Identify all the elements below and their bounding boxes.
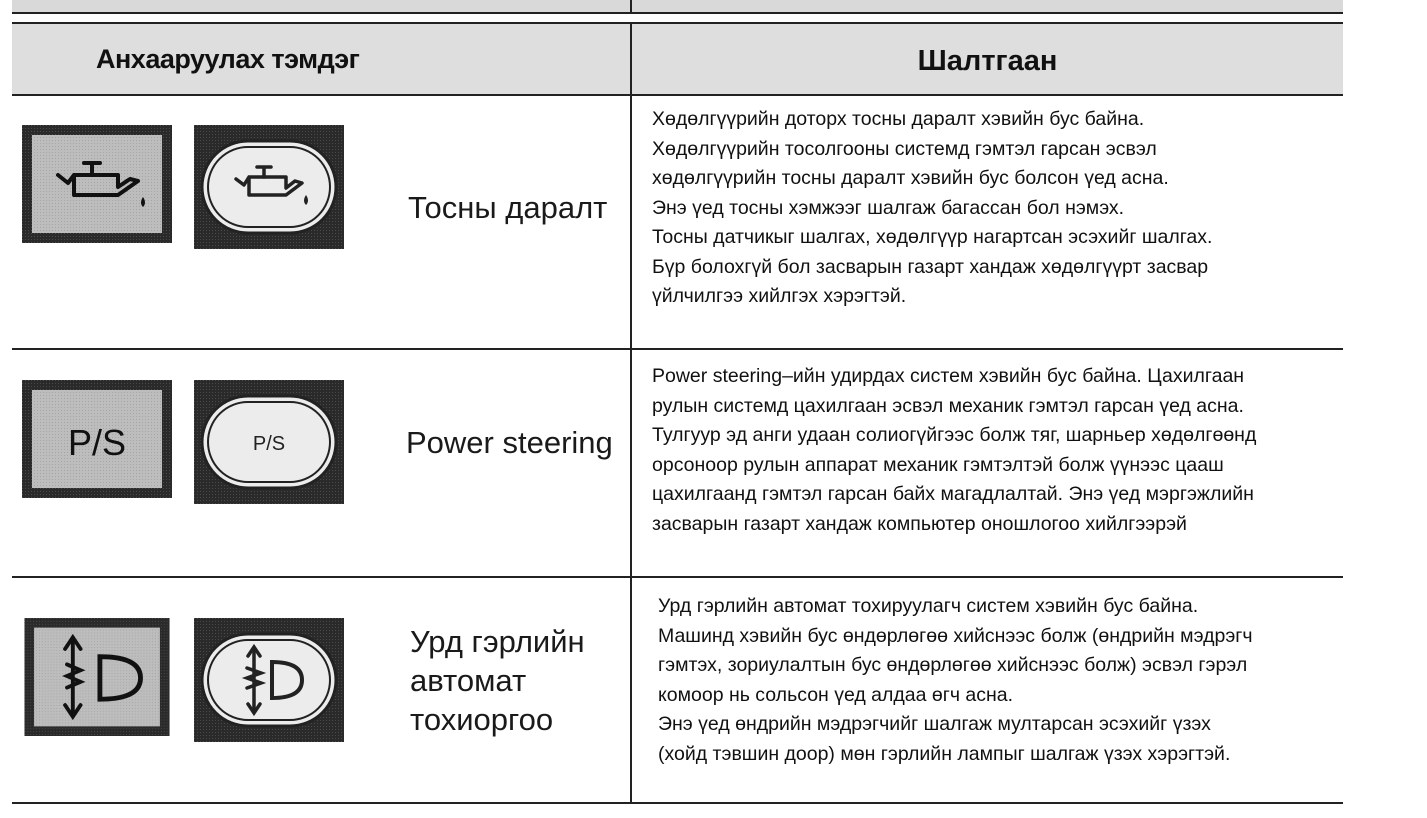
row-description: Power steering–ийн удирдах систем хэвийн бус байна. Цахилгаан рулын системд цахилгаан эсвэл механик гэмтэл гарсан үед асна. Тулгуур эд анги удаан солиогүйгээс болж тяг, шарньер хөдөлгөөнд орсоноор рулын аппарат механик гэмтэлтэй болж үүнээс цааш цахилгаанд гэмтэл гарсан байх магадлалтай. Энэ үед мэргэжлийн засварын газарт хандаж компьютер оношлогоо хийлгээрэй (652, 365, 1257, 535)
row-label: Тосны даралт (408, 190, 608, 225)
top-band-divider (630, 0, 632, 12)
header-check: Шалтгаан (917, 45, 1058, 77)
power-steering-icon (22, 380, 172, 498)
power-steering-icon (194, 380, 344, 504)
oil-can-icon (22, 125, 172, 243)
row-label: Power steering (406, 425, 613, 460)
row-description: Урд гэрлийн автомат тохируулагч систем хэвийн бус байна. Машинд хэвийн бус өндөрлөгөө хийснээс болж (өндрийн мэдрэгч гэмтэх, зориулалтын бус өндөрлөгөө хийснээс болж) эсвэл гэрэл комоор нь сольсон үед алдаа өгч асна. Энэ үед өндрийн мэдрэгчийг шалгаж мултарсан эсэхийг үзэх (хойд тэвшин доор) мөн гэрлийн лампыг шалгаж үзэх хэрэгтэй. (658, 595, 1253, 765)
headlight-leveling-icon (194, 618, 344, 742)
table-header (12, 22, 1343, 96)
top-band (12, 0, 1343, 14)
headlight-leveling-icon (22, 618, 172, 736)
header-symbol: Анхааруулах тэмдэг (96, 44, 360, 74)
svg-text:P/S: P/S (67, 422, 127, 463)
oil-can-icon (194, 125, 344, 249)
row-label: Урд гэрлийн автомат тохиоргоо (410, 624, 585, 737)
svg-text:P/S: P/S (252, 433, 286, 455)
row-description: Хөдөлгүүрийн доторх тосны даралт хэвийн бус байна. Хөдөлгүүрийн тосолгооны системд гэмтэл гарсан эсвэл хөдөлгүүрийн тосны даралт хэвийн бус болсон үед асна. Энэ үед тосны хэмжээг шалгаж багассан бол нэмэх. Тосны датчикыг шалгах, хөдөлгүүр нагартсан эсэхийг шалгах. Бүр болохгүй бол засварын газарт хандаж хөдөлгүүрт засвар үйлчилгээ хийлгэх хэрэгтэй. (652, 108, 1213, 307)
